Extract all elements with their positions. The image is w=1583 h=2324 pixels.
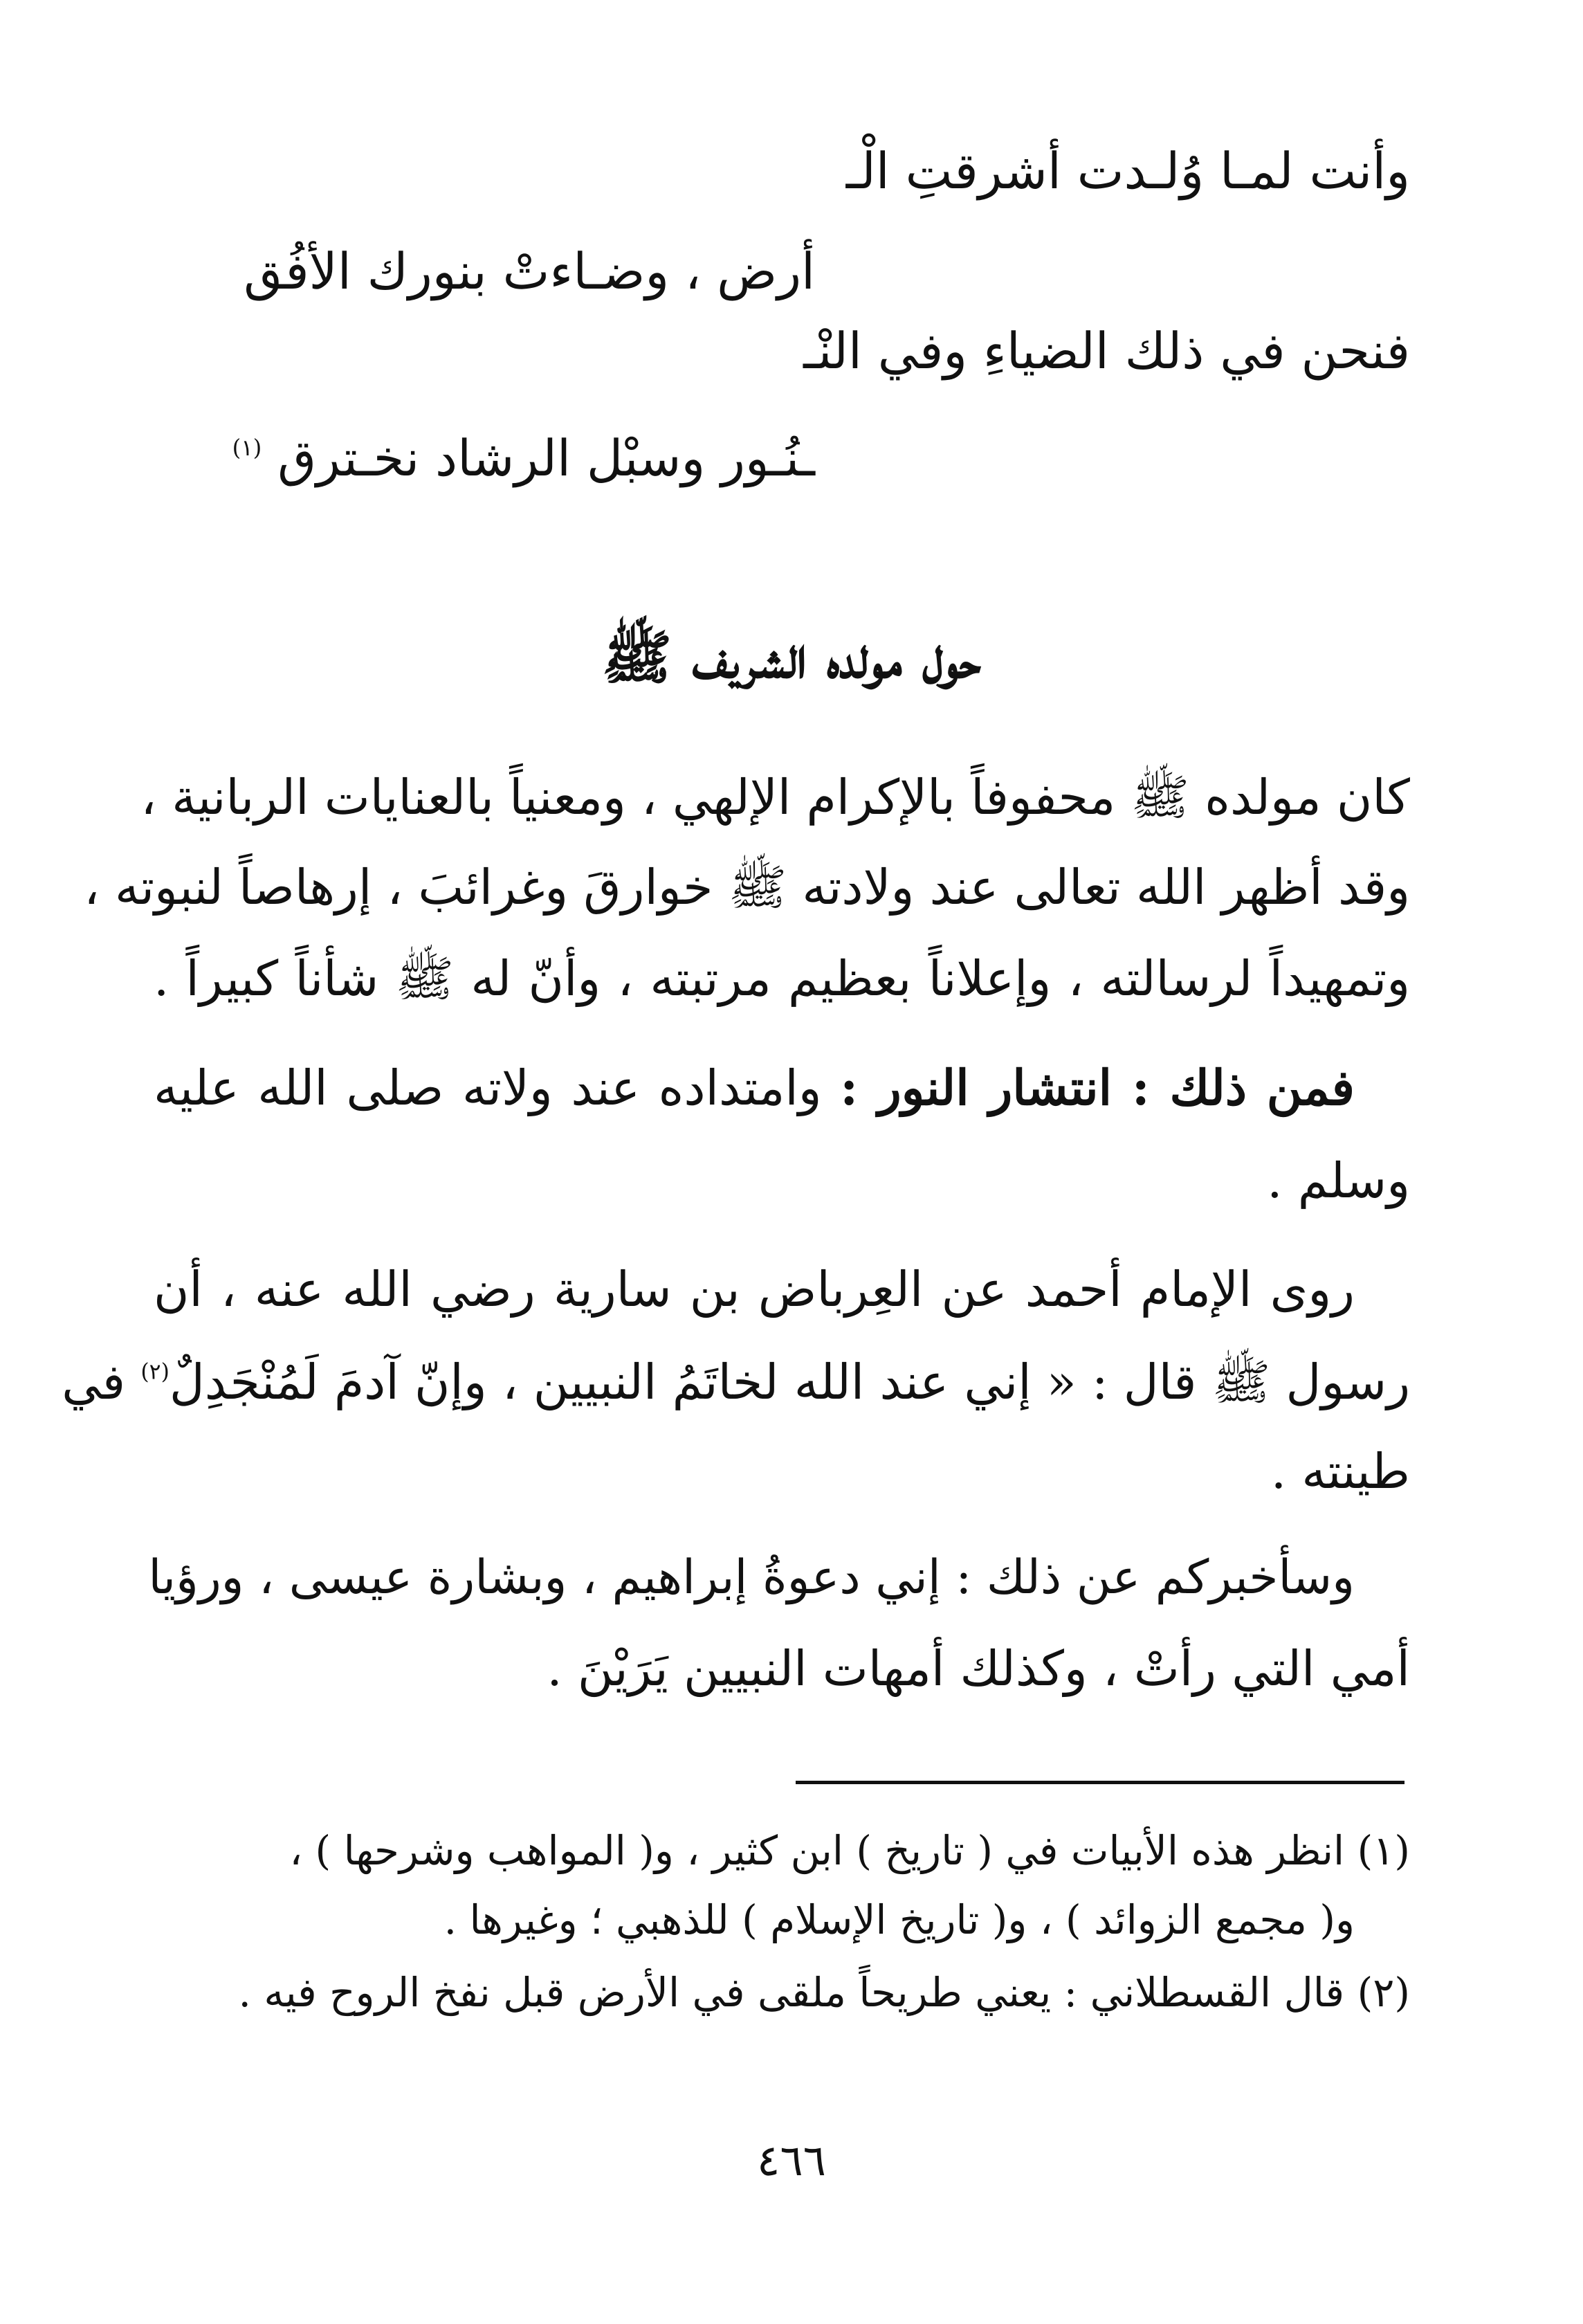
paragraph-2-line-1: [154, 1059, 1355, 1116]
paragraph-1-line-1: كان مولده ﷺ محفوفاً بالإكرام الإلهي ، ومعنياً بالعنايات الربانية ،: [140, 769, 1410, 826]
poem-verse-2-second-text: ـنُـور وسبْل الرشاد نخـترق: [277, 429, 815, 487]
paragraph-3-line-3: طينته .: [1270, 1443, 1410, 1500]
paragraph-4-line-2: أمي التي رأتْ ، وكذلك أمهات النبيين يَرَيْنَ .: [547, 1640, 1410, 1697]
footnote-1-line-2: و( مجمع الزوائد ) ، و( تاريخ الإسلام ) للذهبي ؛ وغيرها .: [443, 1896, 1355, 1943]
paragraph-3-line-2-end: في: [62, 1354, 126, 1410]
paragraph-2-line-1-rest: وامتداده عند ولاته صلى الله عليه: [154, 1060, 822, 1116]
paragraph-4-line-1: وسأخبركم عن ذلك : إني دعوةُ إبراهيم ، وبشارة عيسى ، ورؤيا: [148, 1550, 1355, 1605]
paragraph-1-line-2: وقد أظهر الله تعالى عند ولادته ﷺ خوارقَ وغرائبَ ، إرهاصاً لنبوته ،: [84, 859, 1410, 916]
page-number: ٤٦٦: [757, 2135, 826, 2186]
poem-verse-2-first-hemistich: فنحن في ذلك الضياءِ وفي النْـ: [803, 322, 1410, 380]
footnote-1-line-1: (١) انظر هذه الأبيات في ( تاريخ ) ابن كثير ، و( المواهب وشرحها ) ،: [289, 1827, 1410, 1874]
poem-verse-1-first-hemistich: وأنت لمـا وُلـدت أشرقتِ الْـ: [845, 142, 1410, 200]
footnote-separator: [796, 1781, 1404, 1784]
footnote-ref-2: (٢): [140, 1359, 170, 1385]
paragraph-2-bold-lead: فمن ذلك : انتشار النور :: [840, 1059, 1355, 1116]
paragraph-3-line-1: روى الإمام أحمد عن العِرباض بن سارية رضي الله عنه ، أن: [154, 1261, 1355, 1318]
footnote-2: (٢) قال القسطلاني : يعني طريحاً ملقى في الأرض قبل نفخ الروح فيه .: [238, 1969, 1410, 2016]
poem-verse-1-second-hemistich: أرض ، وضـاءتْ بنورك الأفُق: [244, 242, 815, 300]
paragraph-1-line-3: وتمهيداً لرسالته ، وإعلاناً بعظيم مرتبته ، وأنّ له ﷺ شأناً كبيراً .: [154, 950, 1410, 1007]
paragraph-3-line-2-text: رسول ﷺ قال : « إني عند الله لخاتَمُ النبيين ، وإنّ آدمَ لَمُنْجَدِلٌ: [169, 1354, 1410, 1410]
paragraph-2-line-2: وسلم .: [1267, 1152, 1410, 1209]
footnote-ref-1: (١): [232, 434, 262, 461]
paragraph-3-line-2: [62, 1353, 1410, 1423]
poem-verse-2-second-hemistich: [232, 429, 815, 487]
section-heading: حول مولده الشريف ﷺ: [601, 623, 982, 691]
